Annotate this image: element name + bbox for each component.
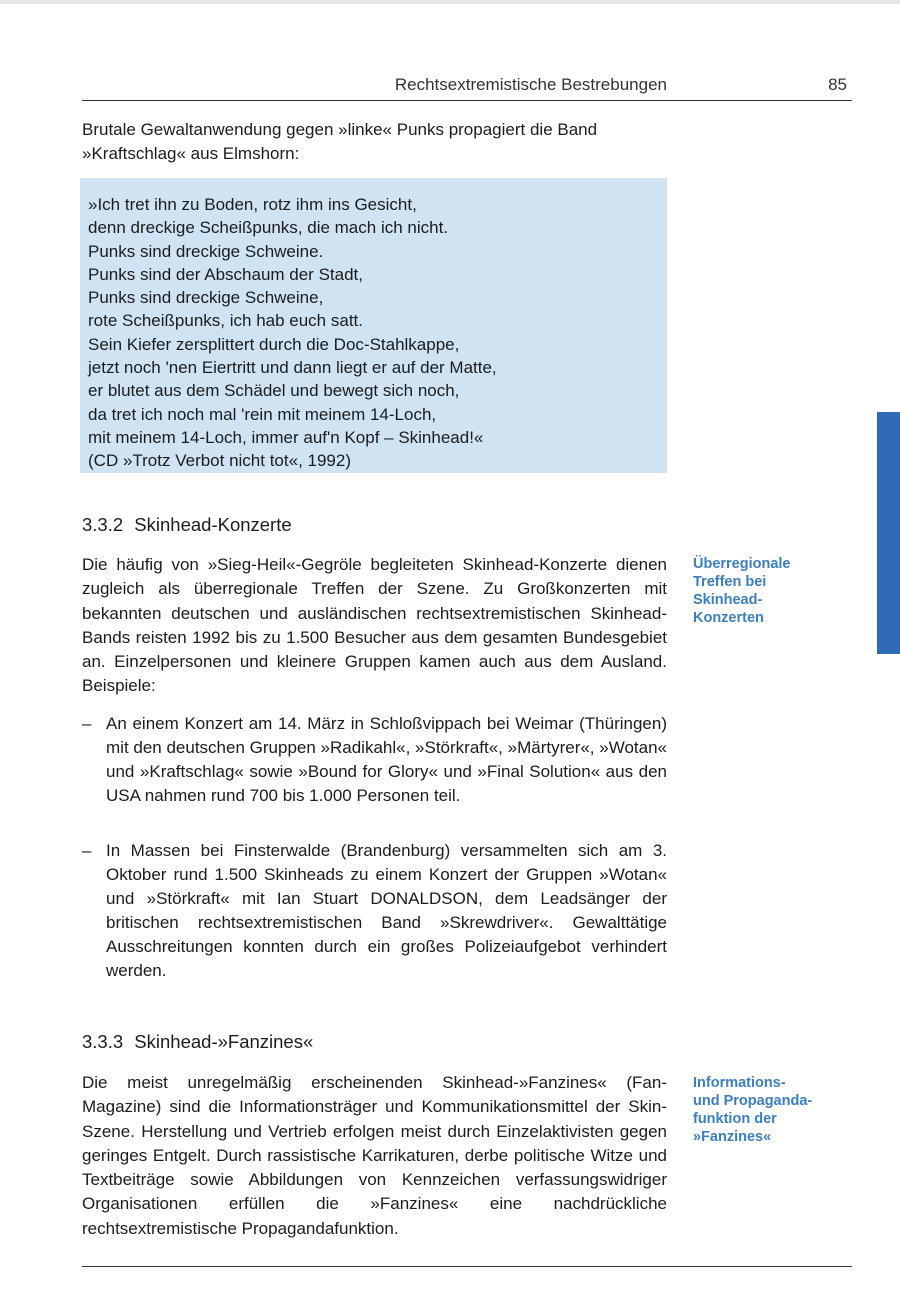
list-item — [82, 839, 667, 983]
margin-note-fanzines — [693, 1074, 812, 1146]
section-number: 3.3.3 — [82, 1031, 124, 1052]
margin-note-line: funktion der — [693, 1111, 777, 1127]
running-title: Rechtsextremistische Bestrebungen — [394, 75, 667, 94]
section-title: Skinhead-Konzerte — [134, 514, 292, 535]
margin-note-line: Informations- — [693, 1075, 786, 1091]
margin-note-line: Überregionale — [693, 556, 791, 572]
quote-line: mit meinem 14-Loch, immer auf'n Kopf – Skinhead!« — [88, 427, 484, 447]
quote-line: Punks sind der Abschaum der Stadt, — [88, 264, 363, 284]
fanzines-paragraph: Die meist unregelmäßig erscheinenden Skinhead-»Fanzines« (Fan-Magazine) sind die Informationsträger und Kommunikationsmittel der Skin-Szene. Herstellung und Vertrieb erfolgen meist durch Einzelaktivisten gegen geringes Entgelt. Durch rassistische Karrikaturen, derbe politische Witze und Textbeiträge sowie Abbildungen von Kennzeichen verfassungswidriger Organisationen erfüllen die »Fanzines« eine nachdrückliche rechtsextremistische Propagandafunktion. — [82, 1073, 667, 1238]
margin-note-line: Treffen bei — [693, 574, 767, 590]
quote-line: rote Scheißpunks, ich hab euch satt. — [88, 311, 363, 331]
quote-line: da tret ich noch mal 'rein mit meinem 14-Loch, — [88, 404, 437, 424]
margin-note-concerts — [693, 555, 791, 627]
lyrics-quote — [80, 178, 667, 473]
lyrics-quote-box — [80, 178, 667, 473]
quote-line: Sein Kiefer zersplittert durch die Doc-Stahlkappe, — [88, 334, 460, 354]
section-heading-fanzines — [82, 1031, 313, 1053]
quote-line: Punks sind dreckige Schweine, — [88, 288, 324, 308]
bullet-text: In Massen bei Finsterwalde (Brandenburg) versammelten sich am 3. Oktober rund 1.500 Skinheads zu einem Konzert der Gruppen »Wotan« und »Störkraft« mit Ian Stuart DONALDSON, dem Leadsänger der britischen rechtsextremistischen Band »Skrewdriver«. Gewalttätige Ausschreitungen konnten durch ein großes Polizeiaufgebot verhindert werden. — [106, 841, 667, 980]
quote-line: er blutet aus dem Schädel und bewegt sich noch, — [88, 381, 460, 401]
section-heading-concerts — [82, 514, 292, 536]
page-number: 85 — [828, 75, 847, 94]
list-item — [82, 712, 667, 808]
margin-note-line: Skinhead- — [693, 592, 763, 608]
quote-source: (CD »Trotz Verbot nicht tot«, 1992) — [88, 451, 351, 471]
bullet-dash: – — [82, 714, 92, 733]
margin-note-line: und Propaganda- — [693, 1093, 813, 1109]
page-header — [82, 70, 852, 101]
concerts-paragraph: Die häufig von »Sieg-Heil«-Gegröle begleiteten Skinhead-Konzerte dienen zugleich als überregionale Treffen der Szene. Zu Großkonzerten mit bekannten deutschen und ausländischen rechtsextremistischen Skinhead-Bands reisten 1992 bis zu 1.500 Besucher aus dem gesamten Bundesgebiet an. Einzelpersonen und kleinere Gruppen kamen auch aus dem Ausland. Beispiele: — [82, 555, 667, 696]
quote-line: »Ich tret ihn zu Boden, rotz ihm ins Gesicht, — [88, 195, 417, 214]
intro-paragraph: Brutale Gewaltanwendung gegen »linke« Punks propagiert die Band »Kraftschlag« aus Elmshorn: — [82, 120, 598, 163]
top-edge-line — [0, 0, 900, 4]
section-number: 3.3.2 — [82, 514, 124, 535]
quote-line: denn dreckige Scheißpunks, die mach ich nicht. — [88, 218, 449, 238]
footer-rule — [82, 1266, 852, 1267]
bullet-text: An einem Konzert am 14. März in Schloßvippach bei Weimar (Thüringen) mit den deutschen Gruppen »Radikahl«, »Störkraft«, »Märtyrer«, »Wotan« und »Kraftschlag« sowie »Bound for Glory« und »Final Solution« aus den USA nahmen rund 700 bis 1.000 Personen teil. — [106, 714, 667, 805]
quote-line: Punks sind dreckige Schweine. — [88, 241, 324, 261]
quote-line: jetzt noch 'nen Eiertritt und dann liegt er auf der Matte, — [88, 358, 497, 378]
chapter-thumb-tab — [877, 412, 900, 654]
bullet-dash: – — [82, 841, 92, 860]
margin-note-line: »Fanzines« — [693, 1129, 772, 1145]
section-title: Skinhead-»Fanzines« — [134, 1031, 314, 1052]
margin-note-line: Konzerten — [693, 610, 764, 626]
